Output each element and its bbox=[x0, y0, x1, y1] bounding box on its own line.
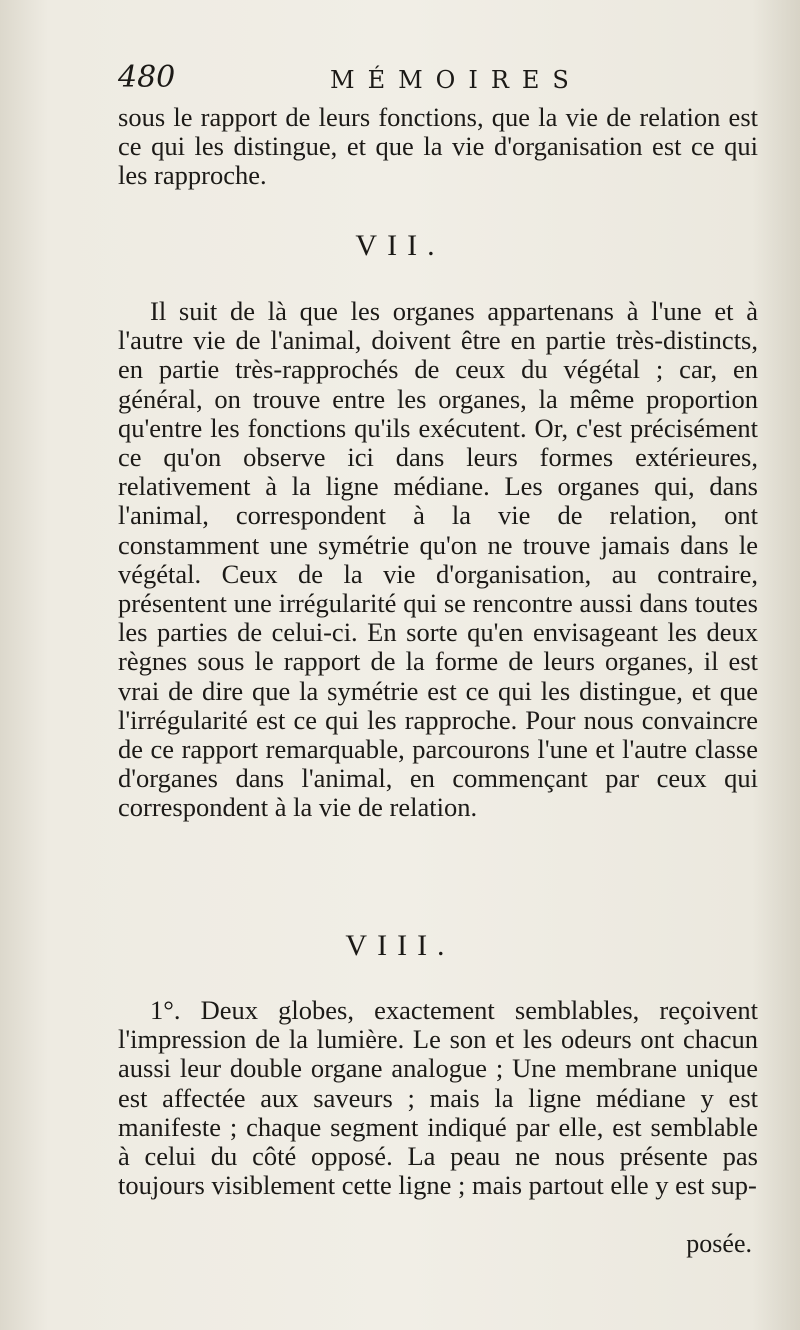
paragraph-section-viii bbox=[118, 996, 758, 1200]
paragraph-text: Il suit de là que les organes appartenans à l'une et à l'autre vie de l'animal, doivent être en partie très-distincts, en partie très-rapprochés de ceux du végétal ; car, en général, on trouve entre les organes, la même proportion qu'entre les fonctions qu'ils exécutent. Or, c'est précisément ce qu'on observe ici dans leurs formes extérieures, relativement à la ligne médiane. Les organes qui, dans l'animal, correspondent à la vie de relation, ont constamment une symétrie qu'on ne trouve jamais dans le végétal. Ceux de la vie d'organisation, au contraire, présentent une irrégularité qui se rencontre aussi dans toutes les parties de celui-ci. En sorte qu'en envisageant les deux règnes sous le rapport de la forme de leurs organes, il est vrai de dire que la symétrie est ce qui les distingue, et que l'irrégularité est ce qui les rapproche. Pour nous convaincre de ce rapport remarquable, parcourons l'une et l'autre classe d'organes dans l'animal, en commençant par ceux qui correspondent à la vie de relation. bbox=[118, 296, 758, 823]
running-title: MÉMOIRES bbox=[330, 66, 582, 94]
paragraph-section-vii bbox=[118, 297, 758, 823]
paragraph-continued bbox=[118, 103, 758, 191]
section-heading-vii: VII. bbox=[355, 229, 445, 262]
running-head bbox=[118, 60, 710, 100]
section-heading-viii: VIII. bbox=[345, 929, 455, 962]
page-number: 480 bbox=[118, 60, 176, 95]
catchword: posée. bbox=[686, 1229, 752, 1258]
paragraph-text: sous le rapport de leurs fonctions, que la vie de relation est ce qui les distingue, et que la vie d'organisation est ce qui les rapproche. bbox=[118, 102, 758, 191]
paragraph-text: 1°. Deux globes, exactement semblables, reçoivent l'impression de la lumière. Le son et les odeurs ont chacun aussi leur double organe analogue ; Une membrane unique est affectée aux saveurs ; mais la ligne médiane y est manifeste ; chaque segment indiqué par elle, est semblable à celui du côté opposé. La peau ne nous présente pas toujours visiblement cette ligne ; mais partout elle y est sup- bbox=[118, 995, 758, 1201]
